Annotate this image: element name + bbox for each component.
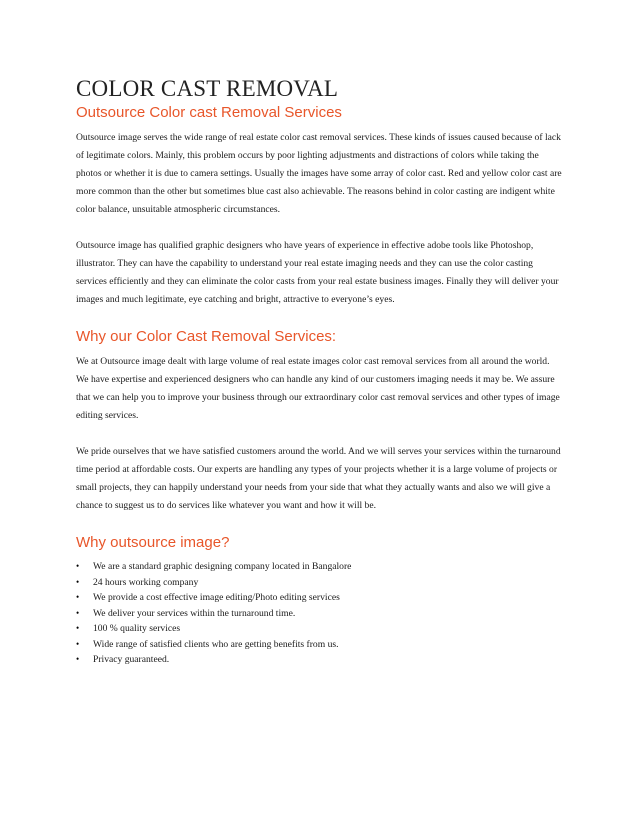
benefits-list [76,559,562,668]
list-item [76,575,562,591]
document-title: COLOR CAST REMOVAL [76,76,339,101]
list-item [76,652,562,668]
bullet-icon: • [76,638,80,649]
list-item-text: Wide range of satisfied clients who are getting benefits from us. [93,638,339,650]
list-item [76,590,562,606]
list-item-text: We deliver your services within the turnaround time. [93,607,296,619]
intro-section [76,129,562,309]
bullet-icon: • [76,623,80,633]
why-services-paragraph-2: We pride ourselves that we have satisfied customers around the world. And we will serves your services within the turnaround time period at affordable costs. Our experts are handling any types of your projects whether it is a large volume of projects or small projects, they can happily understand your needs from your side that what they actually wants and also we will give a chance to suggest us to do services like whatever you want and how it will be. [76,446,561,511]
bullet-icon: • [76,592,80,602]
bullet-icon: • [76,561,80,571]
why-services-heading: Why our Color Cast Removal Services: [76,328,337,345]
document-subtitle: Outsource Color cast Removal Services [76,104,342,121]
why-outsource-heading: Why outsource image? [76,534,230,551]
why-services-section [76,353,562,515]
bullet-icon: • [76,654,80,664]
why-services-paragraph-1: We at Outsource image dealt with large volume of real estate images color cast removal services from all around the world. We have expertise and experienced designers who can handle any kind of our customers imaging needs it may be. We assure that we can help you to improve your business through our extraordinary color cast removal services and other types of image editing services. [76,356,560,421]
intro-paragraph-2: Outsource image has qualified graphic designers who have years of experience in effective adobe tools like Photoshop, illustrator. They can have the capability to understand your real estate imaging needs and they can use the color casting services efficiently and they can eliminate the color casts from your real estate business images. Finally they will deliver your images and much legitimate, eye catching and bright, attractive to everyone’s eyes. [76,240,559,305]
list-item-text: We are a standard graphic designing company located in Bangalore [93,561,352,572]
list-item [76,606,562,622]
intro-paragraph-1: Outsource image serves the wide range of real estate color cast removal services. These kinds of issues caused because of lack of legitimate colors. Mainly, this problem occurs by poor lighting adjustments and distractions of colors while taking the photos or whether it is due to camera settings. Usually the images have some array of color cast. Red and yellow color cast are more common than the other but sometimes blue cast also achievable. The reasons behind in color casting are indigent white color balance, unsuitable atmospheric circumstances. [76,132,562,215]
bullet-icon: • [76,607,80,618]
list-item-text: Privacy guaranteed. [93,654,170,665]
list-item-text: 100 % quality services [93,623,181,634]
list-item-text: 24 hours working company [93,576,199,588]
bullet-icon: • [76,576,80,587]
list-item [76,621,562,637]
list-item-text: We provide a cost effective image editing/Photo editing services [93,592,340,603]
list-item [76,637,562,653]
list-item [76,559,562,575]
